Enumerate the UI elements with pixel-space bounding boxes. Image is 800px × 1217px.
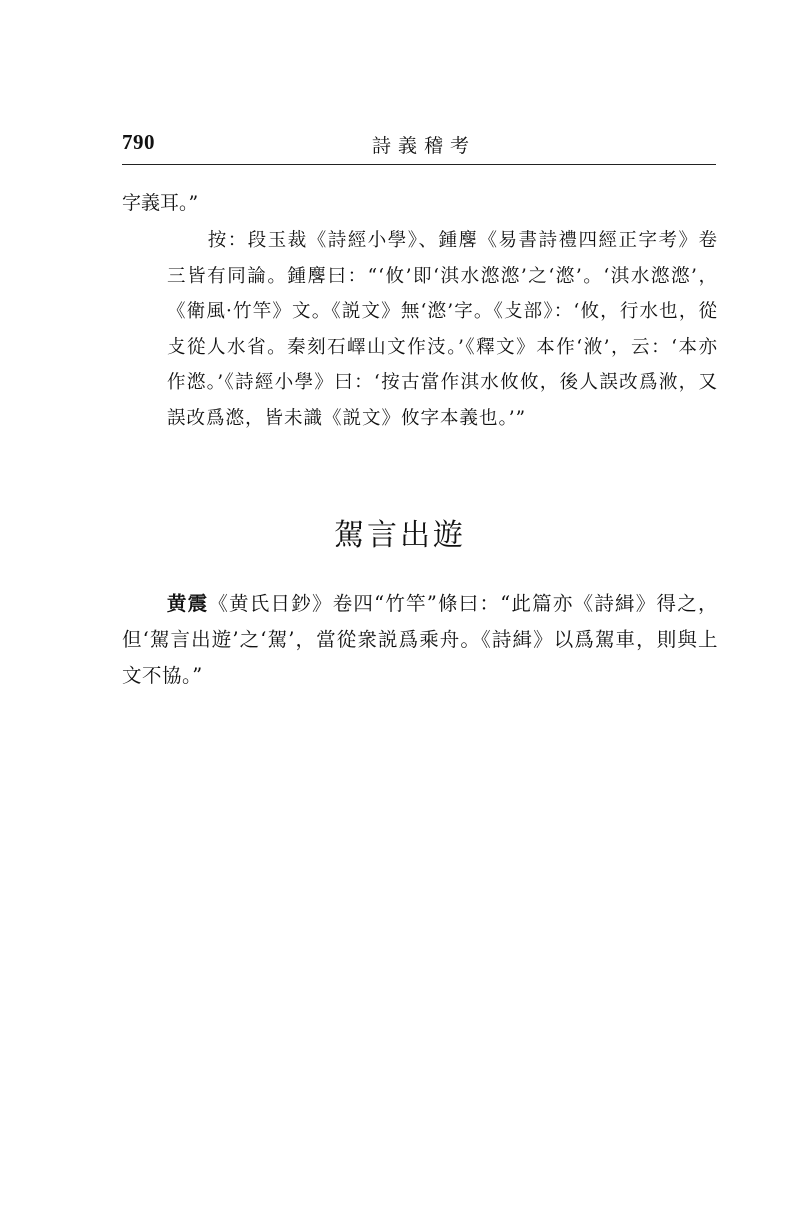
commentary-paragraph: 按：段玉裁《詩經小學》、鍾麐《易書詩禮四經正字考》卷三皆有同論。鍾麐曰：“‘攸’即‘淇水滺滺’之‘滺’。‘淇水滺滺’，《衛風·竹竿》文。《説文》無‘滺’字。《攴部》：‘攸，行水也，從攴從人水省。秦刻石嶧山文作汥。’《釋文》本作‘浟’，云：‘本亦作滺。’《詩經小學》曰：‘按古當作淇水攸攸，後人誤改爲浟，又誤改爲滺，皆未識《説文》攸字本義也。’” xyxy=(167,230,718,429)
page-header xyxy=(122,126,716,165)
page-number: 790 xyxy=(122,130,155,154)
continuation-text: 字義耳。” xyxy=(122,192,199,214)
quotation-author: 黄震 xyxy=(166,592,209,615)
running-title: 詩義稽考 xyxy=(371,135,476,157)
quotation-text: 《黄氏日鈔》卷四“竹竿”條曰：“此篇亦《詩緝》得之，但‘駕言出遊’之‘駕’，當從衆説爲乘舟。《詩緝》以爲駕車，則與上文不協。” xyxy=(122,592,718,687)
section-title: 駕言出遊 xyxy=(334,518,466,553)
quotation-paragraph xyxy=(122,586,718,694)
